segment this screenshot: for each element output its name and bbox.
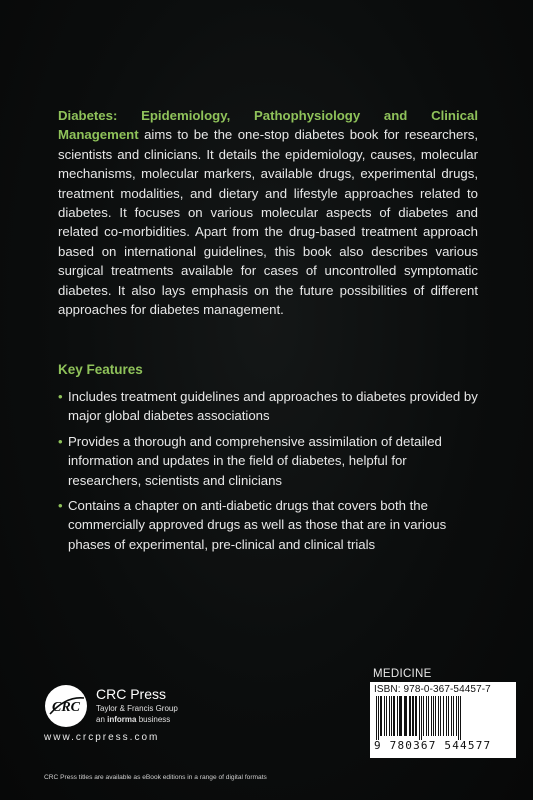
barcode-bar <box>419 696 420 740</box>
barcode-bar <box>440 696 441 736</box>
publisher-business: an informa business <box>96 715 171 724</box>
barcode-bar <box>423 696 424 736</box>
barcode-bar <box>389 696 390 736</box>
barcode-bar <box>384 696 385 736</box>
isbn-barcode <box>370 682 516 758</box>
barcode-bar <box>448 696 449 736</box>
ebook-note: CRC Press titles are available as eBook editions in a range of digital formats <box>44 774 267 781</box>
barcode-bar <box>404 696 407 736</box>
crc-press-logo-icon <box>44 684 88 728</box>
bullet-icon: • <box>58 389 63 404</box>
barcode-bar <box>415 696 417 736</box>
barcode-bar <box>386 696 387 736</box>
barcode-bar <box>421 696 422 740</box>
barcode-bar <box>433 696 434 736</box>
publisher-group: Taylor & Francis Group <box>96 704 178 713</box>
barcode-bar <box>391 696 392 736</box>
subject-category: MEDICINE <box>373 668 432 680</box>
barcode-icon <box>374 696 512 740</box>
publisher-url[interactable]: www.crcpress.com <box>44 732 160 743</box>
barcode-bar <box>409 696 411 736</box>
barcode-bar <box>412 696 414 736</box>
barcode-bar <box>426 696 427 736</box>
barcode-bar <box>380 696 382 736</box>
barcode-bar <box>431 696 432 736</box>
barcode-bar <box>438 696 439 736</box>
bullet-icon: • <box>58 433 63 449</box>
description-body: aims to be the one-stop diabetes book for researchers, scientists and clinicians. It details the epidemiology, causes, molecular mechanisms, molecular markers, available drugs, experimental drugs, treatment modalities, and dietary and lifestyle approaches related to diabetes. It focuses on various molecular aspects of diabetes and related co-morbidities. Apart from the drug-based treatment approach based on international guidelines, this book also describes various surgical treatments available for cases of uncontrolled symptomatic diabetes. It also lays emphasis on the future possibilities of different approaches for diabetes management. <box>58 127 478 318</box>
barcode-bar <box>453 696 454 736</box>
barcode-bar <box>399 696 402 736</box>
feature-text: Contains a chapter on anti-diabetic drugs that covers both the commercially approved drugs as well as those that are in various phases of experimental, pre-clinical and clinical trials <box>68 498 447 552</box>
feature-text: Provides a thorough and comprehensive assimilation of detailed information and updates in the field of diabetes, helpful for researchers, scientists and clinicians <box>68 433 442 488</box>
key-features-list <box>58 387 482 560</box>
barcode-bar <box>378 696 379 740</box>
barcode-bar <box>393 696 395 736</box>
bullet-icon: • <box>58 498 63 514</box>
barcode-bar <box>443 696 444 736</box>
book-description <box>58 106 478 319</box>
key-features-heading: Key Features <box>58 362 143 377</box>
publisher-name: CRC Press <box>96 686 167 702</box>
logo-text: CRC <box>51 700 81 715</box>
feature-item <box>58 387 482 426</box>
feature-item <box>58 496 482 554</box>
feature-text: Includes treatment guidelines and approaches to diabetes provided by major global diabetes associations <box>68 389 478 424</box>
barcode-bar <box>446 696 447 736</box>
publisher-block <box>44 684 224 743</box>
barcode-bar <box>456 696 457 736</box>
isbn-label: ISBN: 978-0-367-54457-7 <box>374 684 491 695</box>
barcode-bar <box>458 696 459 740</box>
feature-item <box>58 432 482 490</box>
barcode-bar <box>376 696 377 740</box>
barcode-bar <box>435 696 436 736</box>
barcode-digits: 9 780367 544577 <box>374 739 492 752</box>
barcode-bar <box>397 696 398 736</box>
barcode-bar <box>428 696 429 736</box>
book-title-run: Diabetes: Epidemiology, Pathophysiology and Clinical Management <box>58 108 478 143</box>
barcode-bar <box>451 696 452 736</box>
barcode-bar <box>460 696 461 740</box>
